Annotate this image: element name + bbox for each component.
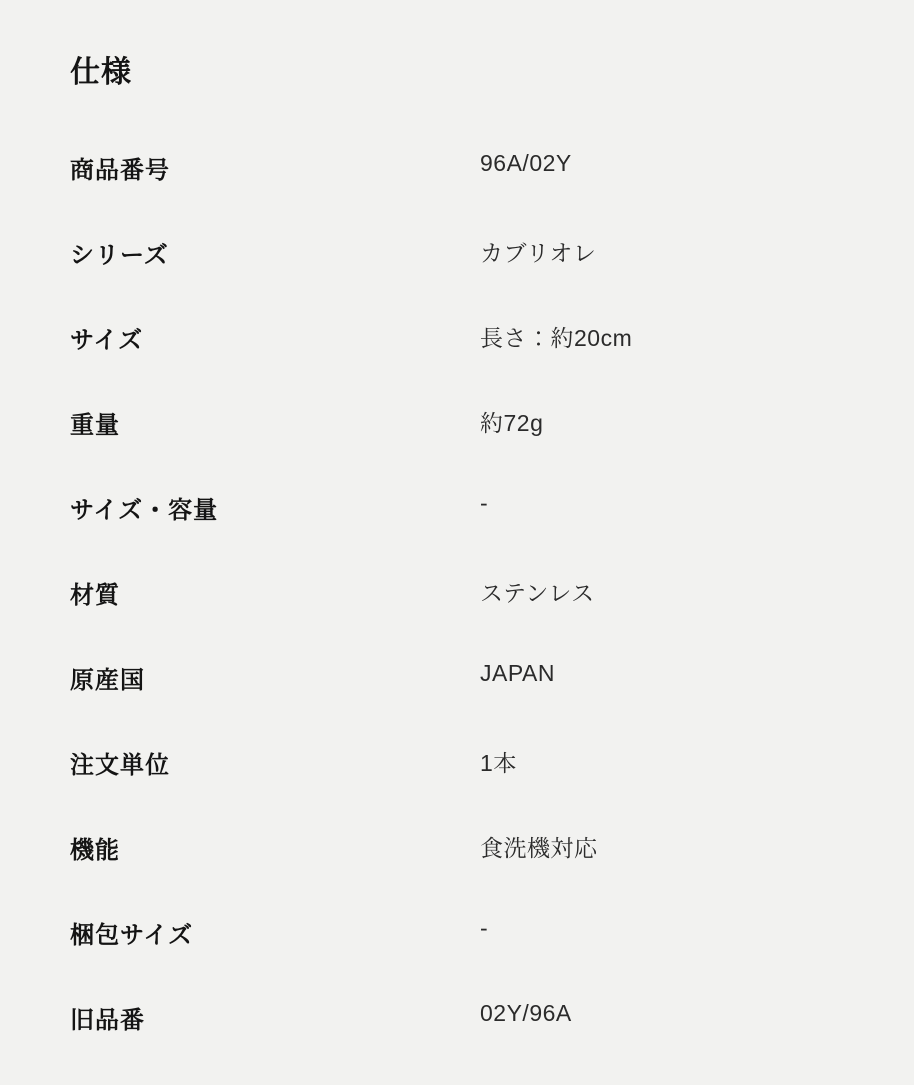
table-row: [70, 405, 870, 490]
spec-label: 旧品番: [70, 1007, 145, 1034]
spec-value: JAPAN: [480, 660, 555, 686]
table-row: [70, 320, 870, 405]
table-row: [70, 575, 870, 660]
spec-value: 02Y/96A: [480, 1000, 572, 1026]
page-title: 仕様: [70, 55, 132, 89]
spec-value: 長さ：約20cm: [480, 325, 633, 351]
spec-value: 96A/02Y: [480, 150, 572, 176]
table-row: [70, 235, 870, 320]
spec-label: 注文単位: [70, 752, 170, 779]
spec-label: 機能: [70, 837, 120, 864]
table-row: [70, 1000, 870, 1085]
table-row: [70, 150, 870, 235]
spec-value: ステンレス: [480, 580, 595, 606]
spec-label: 梱包サイズ: [70, 922, 194, 949]
table-row: [70, 915, 870, 1000]
spec-value: -: [480, 915, 489, 941]
table-row: [70, 660, 870, 745]
spec-value: 約72g: [480, 410, 544, 436]
spec-value: カブリオレ: [480, 240, 597, 266]
spec-label: サイズ・容量: [70, 497, 219, 524]
table-row: [70, 490, 870, 575]
spec-label: 原産国: [70, 667, 145, 694]
spec-label: シリーズ: [70, 242, 169, 269]
spec-value: -: [480, 490, 489, 516]
spec-value: 食洗機対応: [480, 835, 598, 861]
spec-label: 重量: [70, 412, 120, 439]
table-row: [70, 830, 870, 915]
spec-label: サイズ: [70, 327, 144, 354]
spec-label: 商品番号: [70, 157, 170, 184]
spec-label: 材質: [70, 582, 120, 609]
specification-table-body: [70, 150, 870, 1085]
spec-value: 1本: [480, 750, 517, 776]
specification-table: [70, 150, 870, 1085]
table-row: [70, 745, 870, 830]
